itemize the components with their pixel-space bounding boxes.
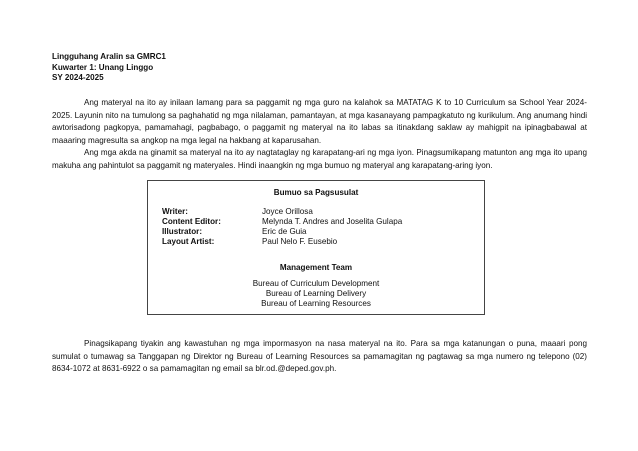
credit-row	[162, 217, 402, 227]
credits-box	[147, 180, 485, 315]
quarter-week: Kuwarter 1: Unang Linggo	[52, 62, 154, 72]
credit-row	[162, 227, 402, 237]
usage-notice-paragraph: Ang materyal na ito ay inilaan lamang para sa paggamit ng mga guro na kalahok sa MATATAG K to 10 Curriculum sa School Year 2024-2025. Layunin nito na tumulong sa paghahatid ng mga nilalaman, pamantayan, at mga kasanayang pampagkatuto ng kurikulum. Ang anumang hindi awtorisadong pagkopya, pamamahagi, pagbabago, o paggamit ng materyal na ito labas sa itinakdang saklaw ay mahigpit na ipinagbabawal at maaaring magresulta sa angkop na mga legal na hakbang at kaparusahan.	[52, 98, 587, 145]
credit-row	[162, 207, 402, 217]
lesson-title: Lingguhang Aralin sa GMRC1	[52, 52, 166, 61]
management-item: Bureau of Curriculum Development	[252, 279, 380, 288]
credit-name: Paul Nelo F. Eusebio	[262, 237, 338, 246]
credit-name: Joyce Orillosa	[262, 207, 313, 216]
management-team-list	[148, 279, 484, 310]
credit-role: Writer:	[162, 207, 188, 216]
contact-paragraph: Pinagsikapang tiyakin ang kawastuhan ng mga impormasyon na nasa materyal na ito. Para sa mga katanungan o puna, maaari pong sumulat o tumawag sa Tanggapan ng Direktor ng Bureau of Learning Resources sa pamamagitan ng pagtawag sa mga numero ng telepono (02) 8634-1072 at 8631-6922 o sa pamamagitan ng email sa blr.od.@deped.gov.ph.	[52, 339, 587, 374]
credit-name: Melynda T. Andres and Joselita Gulapa	[262, 217, 403, 226]
credit-role: Layout Artist:	[162, 237, 215, 246]
credit-row	[162, 237, 402, 247]
school-year: SY 2024-2025	[52, 73, 104, 83]
copyright-paragraph: Ang mga akda na ginamit sa materyal na ito ay nagtataglay ng karapatang-ari ng mga iyon. Pinagsumikapang matunton ang mga ito upang makuha ang pahintulot sa paggamit ng materyales. Hindi inaangkin ng mga bumuo ng materyal ang karapatang-aring iyon.	[52, 148, 587, 170]
credit-role: Illustrator:	[162, 227, 203, 236]
management-item: Bureau of Learning Delivery	[265, 289, 367, 299]
management-team-title: Management Team	[279, 263, 353, 272]
credits-title: Bumuo sa Pagsusulat	[273, 188, 359, 197]
credit-role: Content Editor:	[162, 217, 221, 226]
management-item: Bureau of Learning Resources	[261, 299, 371, 309]
credits-list	[162, 207, 402, 247]
credit-name: Eric de Guia	[262, 227, 307, 236]
document-header	[52, 52, 166, 84]
